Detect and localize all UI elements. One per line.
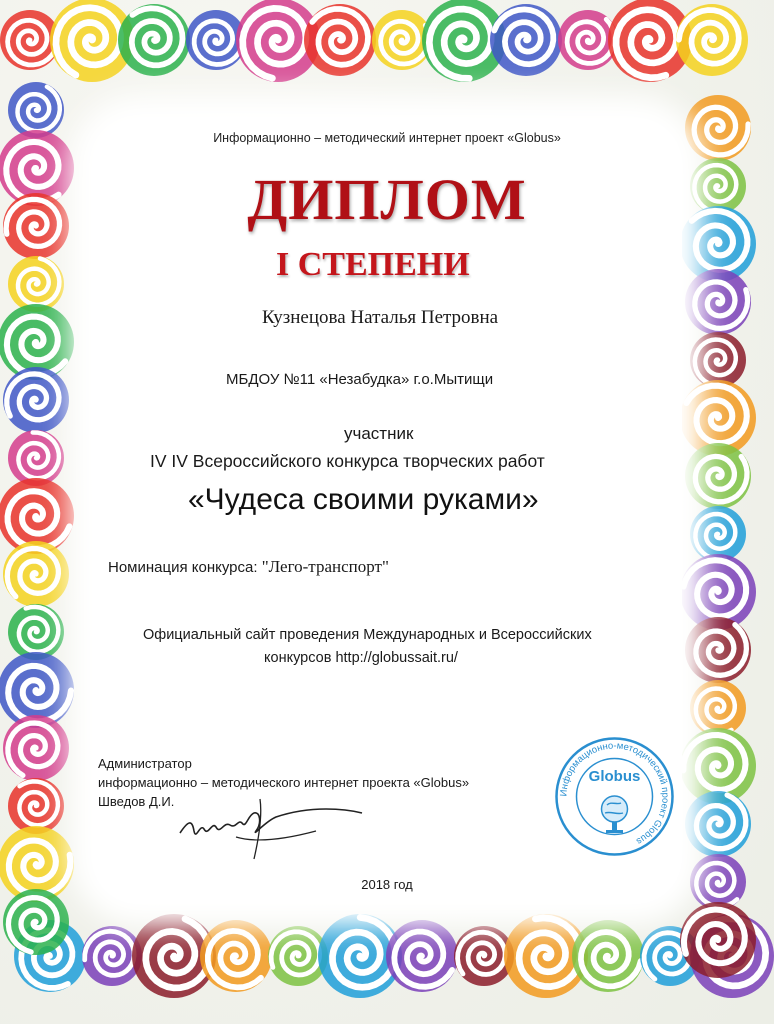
project-header: Информационно – методический интернет проект «Globus»: [213, 131, 561, 145]
swirl-ornament: [200, 920, 272, 992]
swirl-ornament: [3, 367, 69, 433]
globus-stamp: [553, 735, 676, 858]
admin-title: Администратор: [98, 756, 192, 771]
swirl-ornament: [3, 889, 69, 955]
swirl-ornament: [8, 256, 64, 312]
swirl-ornament: [690, 506, 746, 562]
site-line-2: конкурсов http://globussait.ru/: [264, 650, 458, 666]
swirl-ornament: [680, 902, 756, 978]
diploma-title: ДИПЛОМ: [247, 167, 527, 232]
site-line-1: Официальный сайт проведения Международных и Всероссийских: [143, 627, 592, 643]
contest-title: «Чудеса своими руками»: [188, 483, 539, 516]
swirl-ornament: [8, 604, 64, 660]
swirl-ornament: [572, 920, 644, 992]
swirl-ornament: [685, 617, 751, 683]
swirl-ornament: [8, 82, 64, 138]
swirl-ornament: [685, 95, 751, 161]
year: 2018 год: [361, 877, 413, 892]
swirl-ornament: [690, 680, 746, 736]
swirl-ornament: [685, 791, 751, 857]
recipient-name: Кузнецова Наталья Петровна: [262, 307, 499, 328]
contest-line: IV IV Всероссийского конкурса творческих работ: [150, 451, 545, 471]
signature: [176, 793, 366, 863]
nomination-label: Номинация конкурса:: [108, 559, 262, 576]
svg-text:Информационно-методический про: Информационно-методический проект Globus: [558, 740, 671, 847]
swirl-ornament: [304, 4, 376, 76]
organization: МБДОУ №11 «Незабудка» г.о.Мытищи: [226, 371, 494, 388]
participant-label: участник: [344, 424, 414, 443]
admin-organization: информационно – методического интернет проекта «Globus»: [98, 775, 470, 790]
swirl-ornament: [3, 715, 69, 781]
swirl-ornament: [685, 269, 751, 335]
swirl-ornament: [8, 778, 64, 834]
swirl-ornament: [386, 920, 458, 992]
swirl-ornament: [490, 4, 562, 76]
diploma-degree: I СТЕПЕНИ: [276, 246, 470, 283]
swirl-ornament: [690, 332, 746, 388]
swirl-ornament: [676, 4, 748, 76]
nomination-value: "Лего-транспорт": [261, 557, 389, 576]
swirl-ornament: [685, 443, 751, 509]
admin-name: Шведов Д.И.: [98, 794, 175, 809]
nomination: [108, 557, 389, 577]
swirl-ornament: [118, 4, 190, 76]
swirl-ornament: [3, 541, 69, 607]
svg-text:Globus: Globus: [588, 768, 641, 785]
swirl-ornament: [8, 430, 64, 486]
